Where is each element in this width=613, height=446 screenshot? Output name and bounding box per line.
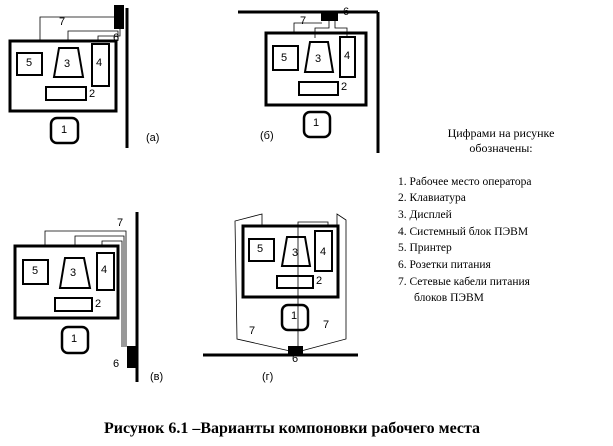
label-system-unit-v: 4 <box>101 264 108 276</box>
label-operator-g: 1 <box>291 310 298 322</box>
cable-a-1 <box>40 17 116 41</box>
variant-a-label: (а) <box>146 132 160 144</box>
label-keyboard-b: 2 <box>341 81 348 93</box>
socket-v <box>128 347 136 367</box>
legend-title-line1: Цифрами на рисунке <box>447 126 555 140</box>
label-socket-g: 6 <box>292 353 299 365</box>
label-system-unit-b: 4 <box>344 50 351 62</box>
socket-a <box>115 6 123 28</box>
label-cable-b: 7 <box>300 15 307 27</box>
label-display-b: 3 <box>315 53 322 65</box>
legend-item: 1. Рабочее место оператора <box>398 176 532 188</box>
label-system-unit-g: 4 <box>320 246 327 258</box>
keyboard-v <box>55 298 92 311</box>
variant-v-label: (в) <box>150 371 164 383</box>
label-display-v: 3 <box>70 267 77 279</box>
label-socket-a: 6 <box>113 32 120 44</box>
legend-title <box>421 126 581 156</box>
label-operator-v: 1 <box>71 333 78 345</box>
variant-b <box>238 12 378 153</box>
variant-v <box>15 212 137 382</box>
legend-item: 6. Розетки питания <box>398 259 491 271</box>
variant-a <box>10 6 127 148</box>
variant-g-label: (г) <box>262 371 274 383</box>
label-printer-b: 5 <box>281 52 288 64</box>
label-printer-a: 5 <box>26 57 33 69</box>
variant-b-label: (б) <box>260 130 274 142</box>
keyboard-a <box>46 87 86 100</box>
label-cable-g-right: 7 <box>323 319 330 331</box>
label-keyboard-a: 2 <box>89 88 96 100</box>
legend-item: 5. Принтер <box>398 242 452 254</box>
legend-item: 3. Дисплей <box>398 209 452 221</box>
variant-g <box>203 214 358 355</box>
label-operator-b: 1 <box>313 117 320 129</box>
label-printer-g: 5 <box>257 243 264 255</box>
keyboard-b <box>299 82 338 95</box>
label-keyboard-g: 2 <box>316 275 323 287</box>
legend-item: 4. Системный блок ПЭВМ <box>398 226 529 238</box>
label-cable-a: 7 <box>59 16 66 28</box>
legend-title-line2: обозначены: <box>469 141 533 155</box>
legend-item: блоков ПЭВМ <box>414 292 484 304</box>
label-system-unit-a: 4 <box>96 57 103 69</box>
label-operator-a: 1 <box>61 124 68 136</box>
desk-v <box>15 246 118 318</box>
cable-b-3 <box>335 20 347 38</box>
figure-caption: Рисунок 6.1 –Варианты компоновки рабочего места <box>104 420 481 437</box>
label-socket-b: 6 <box>343 6 350 18</box>
keyboard-g <box>277 276 313 288</box>
label-cable-g-left: 7 <box>249 325 256 337</box>
label-display-a: 3 <box>64 58 71 70</box>
legend-item: 7. Сетевые кабели питания <box>398 276 530 288</box>
label-keyboard-v: 2 <box>95 298 102 310</box>
label-printer-v: 5 <box>32 265 39 277</box>
label-display-g: 3 <box>292 247 299 259</box>
label-cable-v: 7 <box>117 217 124 229</box>
legend-item: 2. Клавиатура <box>398 192 466 204</box>
label-socket-v: 6 <box>113 358 120 370</box>
socket-b <box>322 13 337 20</box>
